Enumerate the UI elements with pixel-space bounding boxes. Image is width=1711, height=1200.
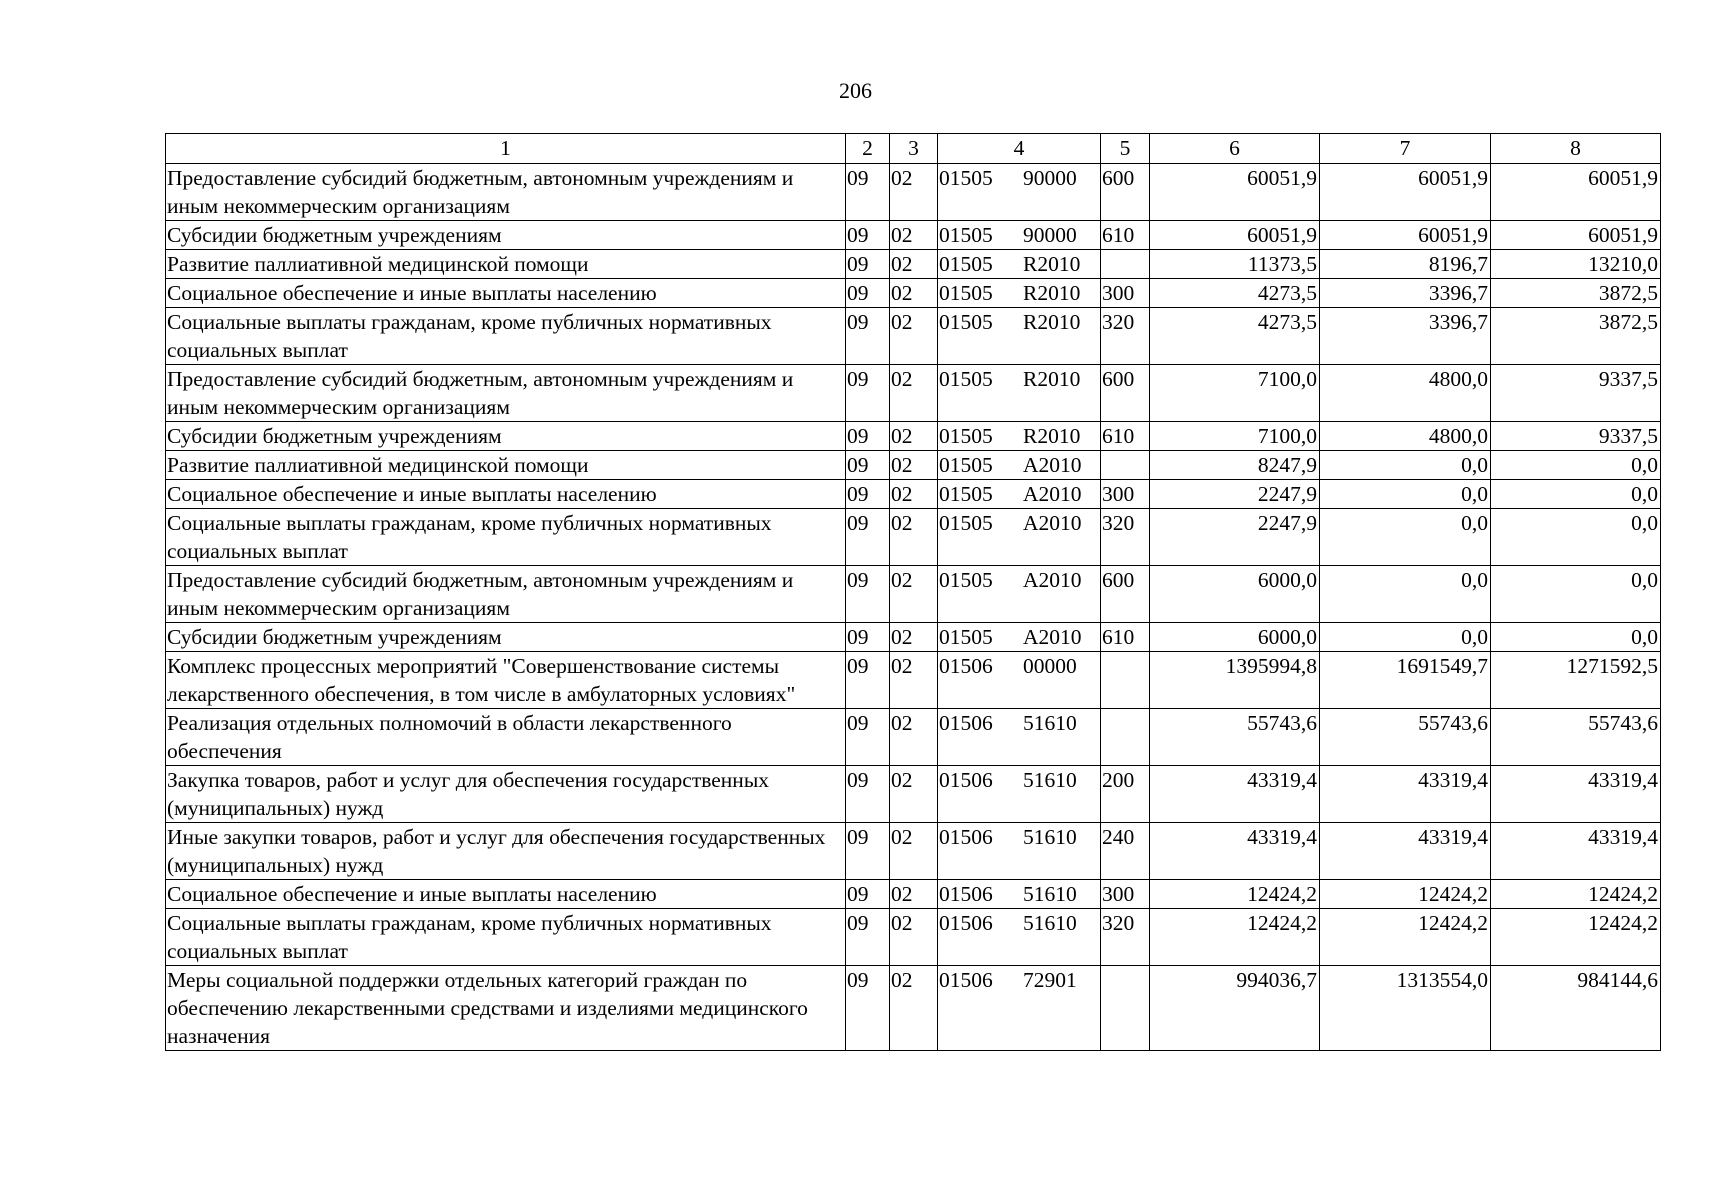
- row-amount-col8: 0,0: [1491, 509, 1661, 566]
- table-row: [166, 709, 1661, 766]
- row-target-direction: R2010: [1023, 310, 1081, 334]
- row-section: 09: [846, 709, 890, 766]
- row-amount-col8: 43319,4: [1491, 766, 1661, 823]
- row-target-program: 01505: [939, 223, 993, 247]
- row-section: 09: [846, 880, 890, 909]
- row-subsection: 02: [890, 709, 938, 766]
- table-row: [166, 250, 1661, 279]
- row-expense-type: [1101, 652, 1150, 709]
- table-row: [166, 909, 1661, 966]
- row-expense-type: 610: [1101, 221, 1150, 250]
- row-target-program: 01505: [939, 281, 993, 305]
- table-row: [166, 880, 1661, 909]
- row-name: Предоставление субсидий бюджетным, автономным учреждениям и иным некоммерческим организациям: [166, 164, 846, 221]
- row-amount-col7: 0,0: [1320, 509, 1491, 566]
- row-target-article: [938, 480, 1101, 509]
- row-target-program: 01505: [939, 166, 993, 190]
- row-amount-col8: 984144,6: [1491, 966, 1661, 1051]
- row-expense-type: 240: [1101, 823, 1150, 880]
- row-expense-type: 300: [1101, 480, 1150, 509]
- row-expense-type: 600: [1101, 566, 1150, 623]
- row-target-program: 01506: [939, 654, 993, 678]
- row-section: 09: [846, 221, 890, 250]
- row-expense-type: 320: [1101, 308, 1150, 365]
- row-name: Меры социальной поддержки отдельных категорий граждан по обеспечению лекарственными средствами и изделиями медицинского назначения: [166, 966, 846, 1051]
- row-section: 09: [846, 823, 890, 880]
- row-subsection: 02: [890, 250, 938, 279]
- row-section: 09: [846, 250, 890, 279]
- row-target-article: [938, 623, 1101, 652]
- row-target-program: 01505: [939, 625, 993, 649]
- row-subsection: 02: [890, 880, 938, 909]
- row-subsection: 02: [890, 909, 938, 966]
- col-header-1: 1: [166, 134, 846, 164]
- row-amount-col6: 1395994,8: [1150, 652, 1320, 709]
- table-row: [166, 652, 1661, 709]
- col-header-5: 5: [1101, 134, 1150, 164]
- row-target-program: 01505: [939, 424, 993, 448]
- row-amount-col7: 0,0: [1320, 480, 1491, 509]
- row-target-article: [938, 880, 1101, 909]
- row-section: 09: [846, 365, 890, 422]
- row-target-article: [938, 164, 1101, 221]
- row-target-program: 01506: [939, 882, 993, 906]
- row-name: Субсидии бюджетным учреждениям: [166, 221, 846, 250]
- row-name: Развитие паллиативной медицинской помощи: [166, 451, 846, 480]
- row-section: 09: [846, 164, 890, 221]
- row-target-program: 01505: [939, 252, 993, 276]
- row-name: Субсидии бюджетным учреждениям: [166, 422, 846, 451]
- row-target-direction: A2010: [1023, 511, 1082, 535]
- row-name: Субсидии бюджетным учреждениям: [166, 623, 846, 652]
- row-subsection: 02: [890, 823, 938, 880]
- row-target-program: 01505: [939, 511, 993, 535]
- row-subsection: 02: [890, 966, 938, 1051]
- row-target-direction: 72901: [1023, 968, 1077, 992]
- row-amount-col8: 1271592,5: [1491, 652, 1661, 709]
- table-row: [166, 164, 1661, 221]
- row-amount-col8: 60051,9: [1491, 164, 1661, 221]
- row-target-direction: A2010: [1023, 482, 1082, 506]
- row-expense-type: 300: [1101, 279, 1150, 308]
- row-section: 09: [846, 480, 890, 509]
- table-row: [166, 308, 1661, 365]
- row-expense-type: 320: [1101, 509, 1150, 566]
- row-amount-col6: 4273,5: [1150, 279, 1320, 308]
- row-name: Социальные выплаты гражданам, кроме публичных нормативных социальных выплат: [166, 909, 846, 966]
- row-target-article: [938, 221, 1101, 250]
- row-section: 09: [846, 308, 890, 365]
- row-target-direction: 51610: [1023, 825, 1077, 849]
- row-expense-type: 610: [1101, 623, 1150, 652]
- table-row: [166, 221, 1661, 250]
- row-subsection: 02: [890, 652, 938, 709]
- row-name: Иные закупки товаров, работ и услуг для обеспечения государственных (муниципальных) нужд: [166, 823, 846, 880]
- row-expense-type: [1101, 709, 1150, 766]
- row-expense-type: [1101, 250, 1150, 279]
- row-amount-col6: 2247,9: [1150, 509, 1320, 566]
- row-section: 09: [846, 422, 890, 451]
- row-name: Социальное обеспечение и иные выплаты населению: [166, 880, 846, 909]
- row-subsection: 02: [890, 509, 938, 566]
- row-subsection: 02: [890, 623, 938, 652]
- row-amount-col8: 0,0: [1491, 566, 1661, 623]
- row-target-article: [938, 909, 1101, 966]
- row-amount-col7: 55743,6: [1320, 709, 1491, 766]
- row-amount-col8: 13210,0: [1491, 250, 1661, 279]
- row-amount-col7: 4800,0: [1320, 422, 1491, 451]
- row-expense-type: 610: [1101, 422, 1150, 451]
- row-subsection: 02: [890, 766, 938, 823]
- row-target-direction: A2010: [1023, 453, 1082, 477]
- row-amount-col8: 0,0: [1491, 623, 1661, 652]
- row-target-direction: 90000: [1023, 223, 1077, 247]
- row-amount-col8: 12424,2: [1491, 880, 1661, 909]
- row-amount-col6: 60051,9: [1150, 164, 1320, 221]
- row-target-direction: A2010: [1023, 568, 1082, 592]
- row-amount-col8: 9337,5: [1491, 422, 1661, 451]
- table-row: [166, 365, 1661, 422]
- row-amount-col6: 12424,2: [1150, 880, 1320, 909]
- row-name: Развитие паллиативной медицинской помощи: [166, 250, 846, 279]
- row-target-program: 01506: [939, 825, 993, 849]
- row-target-article: [938, 279, 1101, 308]
- row-target-direction: 51610: [1023, 768, 1077, 792]
- table-row: [166, 623, 1661, 652]
- row-target-article: [938, 365, 1101, 422]
- table-row: [166, 422, 1661, 451]
- col-header-7: 7: [1320, 134, 1491, 164]
- row-amount-col6: 994036,7: [1150, 966, 1320, 1051]
- row-target-direction: R2010: [1023, 367, 1081, 391]
- row-amount-col8: 9337,5: [1491, 365, 1661, 422]
- row-amount-col6: 43319,4: [1150, 823, 1320, 880]
- row-target-article: [938, 422, 1101, 451]
- table-body: [166, 164, 1661, 1051]
- row-amount-col7: 0,0: [1320, 623, 1491, 652]
- row-amount-col6: 55743,6: [1150, 709, 1320, 766]
- row-amount-col7: 1691549,7: [1320, 652, 1491, 709]
- table-row: [166, 823, 1661, 880]
- row-subsection: 02: [890, 164, 938, 221]
- row-amount-col7: 0,0: [1320, 451, 1491, 480]
- row-target-article: [938, 823, 1101, 880]
- table-row: [166, 966, 1661, 1051]
- row-expense-type: 600: [1101, 164, 1150, 221]
- row-target-program: 01505: [939, 310, 993, 334]
- row-target-direction: 00000: [1023, 654, 1077, 678]
- row-amount-col6: 12424,2: [1150, 909, 1320, 966]
- row-target-direction: R2010: [1023, 424, 1081, 448]
- row-subsection: 02: [890, 221, 938, 250]
- row-subsection: 02: [890, 480, 938, 509]
- row-amount-col8: 60051,9: [1491, 221, 1661, 250]
- row-expense-type: 200: [1101, 766, 1150, 823]
- row-target-direction: 51610: [1023, 882, 1077, 906]
- row-subsection: 02: [890, 422, 938, 451]
- row-target-direction: 90000: [1023, 166, 1077, 190]
- row-section: 09: [846, 451, 890, 480]
- row-amount-col6: 8247,9: [1150, 451, 1320, 480]
- col-header-8: 8: [1491, 134, 1661, 164]
- table-row: [166, 451, 1661, 480]
- row-section: 09: [846, 766, 890, 823]
- row-amount-col8: 55743,6: [1491, 709, 1661, 766]
- row-name: Социальное обеспечение и иные выплаты населению: [166, 480, 846, 509]
- row-amount-col7: 1313554,0: [1320, 966, 1491, 1051]
- row-expense-type: [1101, 966, 1150, 1051]
- row-amount-col7: 3396,7: [1320, 308, 1491, 365]
- row-name: Комплекс процессных мероприятий "Совершенствование системы лекарственного обеспечения, в том числе в амбулаторных условиях": [166, 652, 846, 709]
- row-name: Предоставление субсидий бюджетным, автономным учреждениям и иным некоммерческим организациям: [166, 365, 846, 422]
- row-target-direction: 51610: [1023, 911, 1077, 935]
- col-header-2: 2: [846, 134, 890, 164]
- row-amount-col8: 0,0: [1491, 451, 1661, 480]
- row-section: 09: [846, 909, 890, 966]
- row-amount-col7: 4800,0: [1320, 365, 1491, 422]
- row-expense-type: 300: [1101, 880, 1150, 909]
- row-section: 09: [846, 623, 890, 652]
- table-row: [166, 480, 1661, 509]
- row-target-direction: 51610: [1023, 711, 1077, 735]
- row-target-direction: A2010: [1023, 625, 1082, 649]
- row-target-program: 01505: [939, 482, 993, 506]
- row-amount-col6: 7100,0: [1150, 422, 1320, 451]
- row-amount-col6: 4273,5: [1150, 308, 1320, 365]
- row-amount-col6: 11373,5: [1150, 250, 1320, 279]
- row-amount-col8: 0,0: [1491, 480, 1661, 509]
- row-amount-col7: 12424,2: [1320, 880, 1491, 909]
- row-target-article: [938, 250, 1101, 279]
- row-expense-type: [1101, 451, 1150, 480]
- row-amount-col8: 3872,5: [1491, 279, 1661, 308]
- row-amount-col6: 43319,4: [1150, 766, 1320, 823]
- budget-table: [165, 133, 1661, 1051]
- row-amount-col6: 2247,9: [1150, 480, 1320, 509]
- row-target-article: [938, 566, 1101, 623]
- col-header-3: 3: [890, 134, 938, 164]
- row-amount-col7: 60051,9: [1320, 164, 1491, 221]
- row-target-article: [938, 308, 1101, 365]
- row-name: Социальные выплаты гражданам, кроме публичных нормативных социальных выплат: [166, 509, 846, 566]
- row-section: 09: [846, 566, 890, 623]
- table-row: [166, 566, 1661, 623]
- row-target-article: [938, 966, 1101, 1051]
- row-amount-col7: 60051,9: [1320, 221, 1491, 250]
- row-target-program: 01506: [939, 711, 993, 735]
- row-amount-col6: 6000,0: [1150, 623, 1320, 652]
- row-target-article: [938, 509, 1101, 566]
- row-amount-col7: 0,0: [1320, 566, 1491, 623]
- row-section: 09: [846, 966, 890, 1051]
- row-expense-type: 600: [1101, 365, 1150, 422]
- row-amount-col6: 60051,9: [1150, 221, 1320, 250]
- row-name: Закупка товаров, работ и услуг для обеспечения государственных (муниципальных) нужд: [166, 766, 846, 823]
- row-target-article: [938, 451, 1101, 480]
- header-row: [166, 134, 1661, 164]
- row-amount-col6: 7100,0: [1150, 365, 1320, 422]
- row-target-article: [938, 766, 1101, 823]
- row-name: Реализация отдельных полномочий в области лекарственного обеспечения: [166, 709, 846, 766]
- row-target-program: 01506: [939, 911, 993, 935]
- table-row: [166, 279, 1661, 308]
- row-name: Социальное обеспечение и иные выплаты населению: [166, 279, 846, 308]
- row-name: Социальные выплаты гражданам, кроме публичных нормативных социальных выплат: [166, 308, 846, 365]
- row-subsection: 02: [890, 279, 938, 308]
- row-amount-col7: 43319,4: [1320, 766, 1491, 823]
- row-amount-col7: 43319,4: [1320, 823, 1491, 880]
- col-header-6: 6: [1150, 134, 1320, 164]
- row-target-article: [938, 709, 1101, 766]
- row-section: 09: [846, 509, 890, 566]
- row-subsection: 02: [890, 308, 938, 365]
- row-target-program: 01506: [939, 768, 993, 792]
- row-subsection: 02: [890, 566, 938, 623]
- row-amount-col7: 3396,7: [1320, 279, 1491, 308]
- row-name: Предоставление субсидий бюджетным, автономным учреждениям и иным некоммерческим организациям: [166, 566, 846, 623]
- row-target-direction: R2010: [1023, 252, 1081, 276]
- row-section: 09: [846, 279, 890, 308]
- row-subsection: 02: [890, 451, 938, 480]
- row-amount-col7: 12424,2: [1320, 909, 1491, 966]
- row-expense-type: 320: [1101, 909, 1150, 966]
- row-target-program: 01505: [939, 453, 993, 477]
- page-number: 206: [839, 78, 872, 103]
- row-target-article: [938, 652, 1101, 709]
- row-amount-col8: 12424,2: [1491, 909, 1661, 966]
- row-target-program: 01506: [939, 968, 993, 992]
- row-amount-col8: 43319,4: [1491, 823, 1661, 880]
- row-amount-col8: 3872,5: [1491, 308, 1661, 365]
- row-target-program: 01505: [939, 367, 993, 391]
- row-target-direction: R2010: [1023, 281, 1081, 305]
- row-section: 09: [846, 652, 890, 709]
- row-subsection: 02: [890, 365, 938, 422]
- row-target-program: 01505: [939, 568, 993, 592]
- row-amount-col7: 8196,7: [1320, 250, 1491, 279]
- row-amount-col6: 6000,0: [1150, 566, 1320, 623]
- col-header-4: 4: [938, 134, 1101, 164]
- table-row: [166, 766, 1661, 823]
- table-row: [166, 509, 1661, 566]
